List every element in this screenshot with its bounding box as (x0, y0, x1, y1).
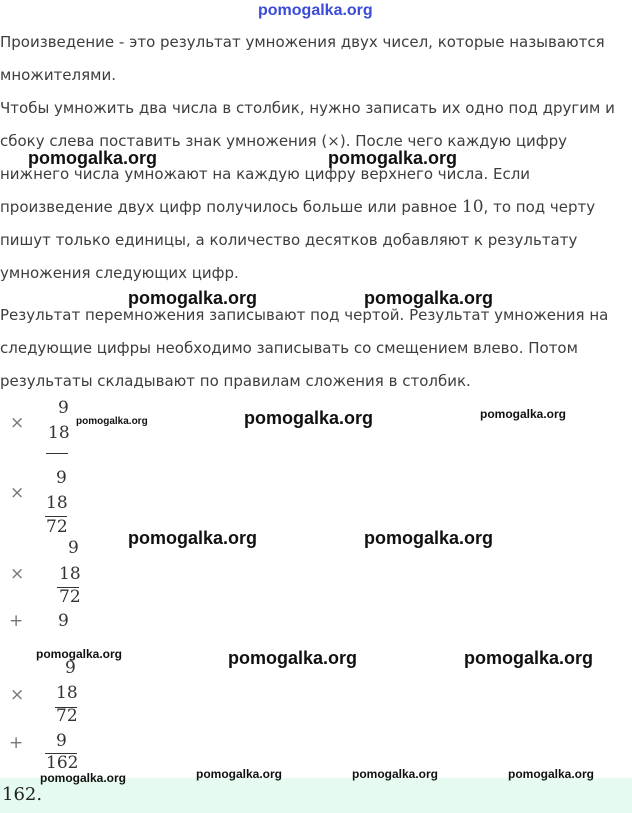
watermark-top: pomogalka.org (258, 2, 373, 19)
text-line: Результат перемножения записывают под чертой. Результат умножения на (0, 306, 609, 324)
watermark: pomogalka.org (352, 767, 439, 781)
digit: 9 (58, 398, 69, 418)
watermark: pomogalka.org (508, 767, 595, 781)
digit: 9 (65, 658, 76, 678)
text-line: следующие цифры необходимо записывать со смещением влево. Потом (0, 339, 578, 357)
watermark: pomogalka.org (28, 148, 158, 168)
digit: 72 (56, 706, 78, 726)
plus-sign: + (9, 611, 24, 631)
answer-value: 162. (2, 784, 43, 805)
number-ten: 10 (461, 197, 484, 217)
watermark: pomogalka.org (364, 528, 494, 548)
text-line: результаты складывают по правилам сложения в столбик. (0, 372, 471, 390)
multiply-sign: × (10, 564, 25, 584)
plus-sign: + (9, 733, 24, 753)
watermark: pomogalka.org (40, 771, 127, 785)
watermark: pomogalka.org (244, 408, 374, 428)
text-line: Произведение - это результат умножения двух чисел, которые называются (0, 33, 605, 51)
paragraph-result (0, 299, 632, 398)
watermark: pomogalka.org (328, 148, 458, 168)
watermark: pomogalka.org (228, 648, 358, 668)
watermark: pomogalka.org (464, 648, 594, 668)
underline (46, 453, 68, 454)
text-line: сбоку слева поставить знак умножения (×). После чего каждую цифру (0, 132, 568, 150)
text-line: множителями. (0, 66, 116, 84)
paragraph-method (0, 92, 632, 290)
digit: 9 (58, 611, 69, 631)
text-line: пишут только единицы, а количество десятков добавляют к результату (0, 231, 578, 249)
digit: 162 (46, 753, 79, 773)
text-line: Чтобы умножить два числа в столбик, нужно записать их одно под другим и (0, 99, 615, 117)
watermark: pomogalka.org (480, 407, 567, 421)
watermark: pomogalka.org (128, 288, 258, 308)
multiply-sign: × (10, 413, 25, 433)
digit: 72 (59, 587, 81, 607)
digit: 18 (56, 683, 78, 703)
watermark: pomogalka.org (364, 288, 494, 308)
text-line: нижнего числа умножают на каждую цифру верхнего числа. Если (0, 165, 531, 183)
multiply-sign: × (10, 685, 25, 705)
watermark: pomogalka.org (76, 416, 148, 427)
text-line: умножения следующих цифр. (0, 264, 239, 282)
text-line: произведение двух цифр получилось больше или равное 10, то под черту (0, 197, 596, 217)
paragraph-definition (0, 26, 632, 92)
multiply-sign: × (10, 483, 25, 503)
digit: 72 (46, 517, 68, 537)
digit: 9 (68, 538, 79, 558)
digit: 9 (56, 468, 67, 488)
digit: 9 (56, 731, 67, 751)
watermark: pomogalka.org (128, 528, 258, 548)
digit: 18 (48, 423, 70, 443)
digit: 18 (59, 564, 81, 584)
digit: 18 (46, 493, 68, 513)
watermark: pomogalka.org (196, 767, 283, 781)
watermark: pomogalka.org (36, 647, 123, 661)
multiply-sign: × (327, 132, 340, 150)
